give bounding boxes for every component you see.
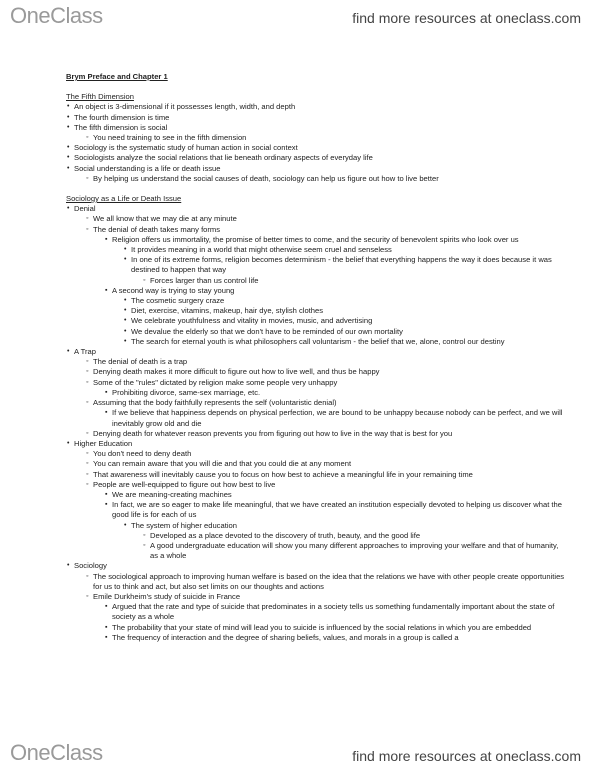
list-item (66, 214, 566, 224)
list-item-text: A Trap (74, 347, 96, 357)
list-item (66, 572, 566, 592)
list-item (66, 153, 566, 163)
list-item-text: In fact, we are so eager to make life meaningful, that we have created an institution especially devoted to helping us discover what the good life is for each of us (112, 500, 562, 520)
list-item-text: Emile Durkheim's study of suicide in France (93, 591, 241, 601)
bullet-icon: ◦ (86, 399, 89, 407)
section-gap (66, 184, 566, 194)
list-item (66, 500, 566, 520)
list-item (66, 296, 566, 306)
list-item (66, 521, 566, 531)
list-item (66, 531, 566, 541)
list-item-text: Denial (74, 204, 96, 214)
bullet-icon: ◦ (86, 378, 89, 386)
bullet-icon: ▪ (105, 623, 108, 631)
list-item-text: We all know that we may die at any minute (93, 214, 237, 224)
bullet-icon: ◦ (143, 531, 146, 539)
list-item-text: The probability that your state of mind will lead you to suicide is influenced by the social relations in which you are embedded (112, 622, 532, 632)
list-item-text: Sociology is the systematic study of human action in social context (74, 143, 298, 153)
list-item (66, 113, 566, 123)
list-item (66, 633, 566, 643)
list-item (66, 561, 566, 571)
list-item-text: Forces larger than us control life (150, 275, 259, 285)
bullet-icon: ◦ (143, 541, 146, 549)
list-item (66, 408, 566, 428)
list-item-text: The fifth dimension is social (74, 122, 168, 132)
oneclass-logo-footer[interactable] (10, 740, 103, 766)
bullet-icon: • (124, 256, 127, 264)
list-item (66, 286, 566, 296)
bullet-icon: • (67, 123, 70, 131)
list-item (66, 459, 566, 469)
bullet-icon: • (124, 246, 127, 254)
list-item-text: We are meaning-creating machines (112, 489, 232, 499)
bullet-icon: ◦ (143, 276, 146, 284)
list-item-text: Sociologists analyze the social relations that lie beneath ordinary aspects of everyday life (74, 153, 373, 163)
list-item (66, 143, 566, 153)
promo-link-footer[interactable]: find more resources at oneclass.com (352, 748, 581, 764)
list-item-text: A second way is trying to stay young (112, 285, 235, 295)
list-item (66, 449, 566, 459)
outline-list (66, 204, 566, 643)
bullet-icon: ◦ (86, 460, 89, 468)
document-title: Brym Preface and Chapter 1 (66, 72, 168, 81)
list-item-text: An object is 3-dimensional if it possesses length, width, and depth (74, 102, 296, 112)
list-item (66, 123, 566, 133)
list-item-text: The sociological approach to improving human welfare is based on the idea that the relations we have with other people create opportunities for us to think and act, but also set limits on our thoughts and actions (93, 571, 565, 591)
list-item (66, 602, 566, 622)
list-item (66, 276, 566, 286)
bullet-icon: ▪ (105, 409, 108, 417)
list-item (66, 367, 566, 377)
list-item-text: Prohibiting divorce, same-sex marriage, etc. (112, 387, 261, 397)
bullet-icon: • (124, 307, 127, 315)
list-item (66, 623, 566, 633)
list-item-text: The denial of death is a trap (93, 357, 188, 367)
list-item (66, 429, 566, 439)
logo-text: OneClass (10, 3, 103, 28)
list-item-text: In one of its extreme forms, religion becomes determinism - the belief that everything happens the way it does because it was destined to happen that way (131, 255, 552, 275)
list-item-text: Assuming that the body faithfully represents the self (voluntaristic denial) (93, 398, 337, 408)
outline-list (66, 102, 566, 184)
list-item-text: We celebrate youthfulness and vitality in movies, music, and advertising (131, 316, 373, 326)
list-item (66, 235, 566, 245)
bullet-icon: ◦ (86, 134, 89, 142)
list-item-text: That awareness will inevitably cause you to focus on how best to achieve a meaningful life in your remaining time (93, 469, 473, 479)
bullet-icon: • (67, 348, 70, 356)
list-item-text: Diet, exercise, vitamins, makeup, hair dye, stylish clothes (131, 306, 324, 316)
bullet-icon: ◦ (86, 572, 89, 580)
list-item-text: The frequency of interaction and the degree of sharing beliefs, values, and morals in a group is called a (112, 632, 459, 642)
bullet-icon: • (67, 164, 70, 172)
list-item (66, 378, 566, 388)
bullet-icon: • (67, 562, 70, 570)
list-item-text: The denial of death takes many forms (93, 224, 221, 234)
list-item (66, 490, 566, 500)
list-item-text: It provides meaning in a world that might otherwise seem cruel and senseless (131, 245, 392, 255)
bullet-icon: ◦ (86, 215, 89, 223)
list-item-text: Higher Education (74, 438, 133, 448)
bullet-icon: • (67, 154, 70, 162)
list-item (66, 316, 566, 326)
list-item (66, 480, 566, 490)
section-heading: The Fifth Dimension (66, 92, 134, 102)
bullet-icon: ◦ (86, 592, 89, 600)
list-item (66, 541, 566, 561)
list-item-text: The search for eternal youth is what philosophers call voluntarism - the belief that we, alone, control our destiny (131, 336, 505, 346)
list-item-text: By helping us understand the social causes of death, sociology can help us figure out how to live better (93, 173, 439, 183)
list-item-text: Sociology (74, 561, 107, 571)
bullet-icon: ◦ (86, 174, 89, 182)
list-item-text: Religion offers us immortality, the promise of better times to come, and the security of benevolent spirits who look over us (112, 234, 519, 244)
list-item-text: We devalue the elderly so that we don't have to be reminded of our own mortality (131, 326, 403, 336)
list-item-text: Social understanding is a life or death issue (74, 163, 221, 173)
section-heading: Sociology as a Life or Death Issue (66, 194, 182, 204)
list-item-text: Some of the "rules" dictated by religion make some people very unhappy (93, 377, 338, 387)
promo-link[interactable]: find more resources at oneclass.com (352, 10, 581, 26)
list-item-text: A good undergraduate education will show you many different approaches to improving your welfare and that of humanity, as a whole (150, 540, 559, 561)
list-item (66, 337, 566, 347)
list-item-text: The fourth dimension is time (74, 112, 170, 122)
document-body (66, 72, 566, 643)
bullet-icon: ◦ (86, 429, 89, 437)
list-item-text: You don't need to deny death (93, 449, 192, 459)
bullet-icon: • (67, 205, 70, 213)
list-item (66, 470, 566, 480)
bullet-icon: ▪ (105, 286, 108, 294)
bullet-icon: • (67, 144, 70, 152)
sections-container (66, 92, 566, 643)
bullet-icon: ◦ (86, 480, 89, 488)
bullet-icon: ▪ (105, 490, 108, 498)
bullet-icon: • (67, 113, 70, 121)
list-item (66, 327, 566, 337)
bullet-icon: ◦ (86, 450, 89, 458)
list-item (66, 225, 566, 235)
list-item-text: Denying death makes it more difficult to figure out how to live well, and thus be happy (93, 367, 380, 377)
bullet-icon: ▪ (105, 603, 108, 611)
list-item-text: Developed as a place devoted to the discovery of truth, beauty, and the good life (150, 530, 421, 540)
list-item (66, 306, 566, 316)
list-item-text: The cosmetic surgery craze (131, 296, 225, 306)
list-item-text: Argued that the rate and type of suicide that predominates in a society tells us something fundamentally important about the state of society as a whole (112, 602, 555, 622)
list-item-text: You need training to see in the fifth dimension (93, 133, 247, 143)
bullet-icon: • (124, 317, 127, 325)
bullet-icon: ▪ (105, 235, 108, 243)
list-item (66, 102, 566, 112)
bullet-icon: ▪ (105, 388, 108, 396)
list-item (66, 388, 566, 398)
list-item-text: You can remain aware that you will die and that you could die at any moment (93, 459, 352, 469)
logo-text: OneClass (10, 740, 103, 765)
list-item-text: People are well-equipped to figure out how best to live (93, 479, 276, 489)
list-item (66, 347, 566, 357)
bullet-icon: ◦ (86, 470, 89, 478)
list-item-text: Denying death for whatever reason prevents you from figuring out how to live in the way that is best for you (93, 428, 453, 438)
bullet-icon: • (124, 327, 127, 335)
bullet-icon: • (67, 103, 70, 111)
list-item-text: The system of higher education (131, 520, 237, 530)
bullet-icon: • (124, 337, 127, 345)
list-item (66, 439, 566, 449)
bullet-icon: • (67, 439, 70, 447)
list-item (66, 133, 566, 143)
bullet-icon: ▪ (105, 501, 108, 509)
bullet-icon: ▪ (105, 633, 108, 641)
list-item (66, 204, 566, 214)
list-item-text: If we believe that happiness depends on physical perfection, we are bound to be unhappy because nobody can be perfect, and we will inevitably grow old and die (112, 408, 563, 428)
list-item (66, 357, 566, 367)
bullet-icon: ◦ (86, 358, 89, 366)
list-item (66, 592, 566, 602)
list-item (66, 398, 566, 408)
bullet-icon: • (124, 297, 127, 305)
list-item (66, 164, 566, 174)
list-item (66, 245, 566, 255)
oneclass-logo[interactable] (10, 3, 103, 29)
list-item (66, 255, 566, 275)
list-item (66, 174, 566, 184)
bullet-icon: • (124, 521, 127, 529)
bullet-icon: ◦ (86, 225, 89, 233)
bullet-icon: ◦ (86, 368, 89, 376)
